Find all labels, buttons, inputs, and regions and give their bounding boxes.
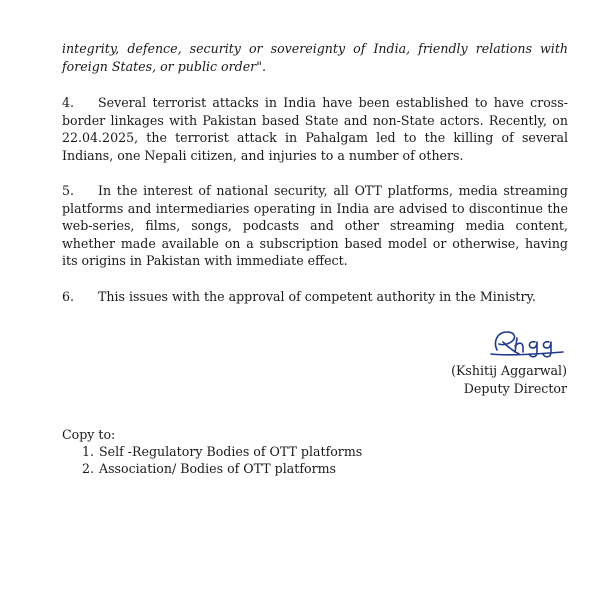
paragraph-text: In the interest of national security, all OTT platforms, media streaming platforms and intermediaries operating in India are advised to discontinue the web-series, films, songs, podcasts and other streaming media content, whether made available on a subscription based model or otherwise, having its origins in Pakistan with immediate effect. <box>62 183 568 269</box>
signature-block <box>451 326 567 398</box>
list-item <box>62 443 362 460</box>
copy-to-heading: Copy to: <box>62 427 116 442</box>
list-item-text: Self -Regulatory Bodies of OTT platforms <box>99 444 363 459</box>
paragraph-number: 6. <box>62 289 75 304</box>
handwritten-signature <box>487 326 567 360</box>
intro-continuation: integrity, defence, security or sovereignty of India, friendly relations with foreign States, or public order". <box>62 41 568 74</box>
signatory-name: (Kshitij Aggarwal) <box>451 363 567 378</box>
copy-to-section <box>62 426 362 477</box>
paragraph-4 <box>62 94 568 164</box>
paragraph-5 <box>62 182 568 270</box>
list-item-number: 2. <box>82 461 95 476</box>
paragraph-number: 4. <box>62 95 75 110</box>
paragraph-6 <box>62 288 568 306</box>
list-item <box>62 460 362 477</box>
signatory-designation: Deputy Director <box>463 381 567 396</box>
paragraph-number: 5. <box>62 183 75 198</box>
list-item-number: 1. <box>82 444 95 459</box>
paragraph-text: Several terrorist attacks in India have been established to have cross-border linkages with Pakistan based State and non-State actors. Recently, on 22.04.2025, the terrorist attack in Pahalgam led to the killing of several Indians, one Nepali citizen, and injuries to a number of others. <box>62 95 568 163</box>
paragraph-text: This issues with the approval of competent authority in the Ministry. <box>98 289 536 304</box>
copy-to-list <box>62 443 362 477</box>
list-item-text: Association/ Bodies of OTT platforms <box>99 461 336 476</box>
